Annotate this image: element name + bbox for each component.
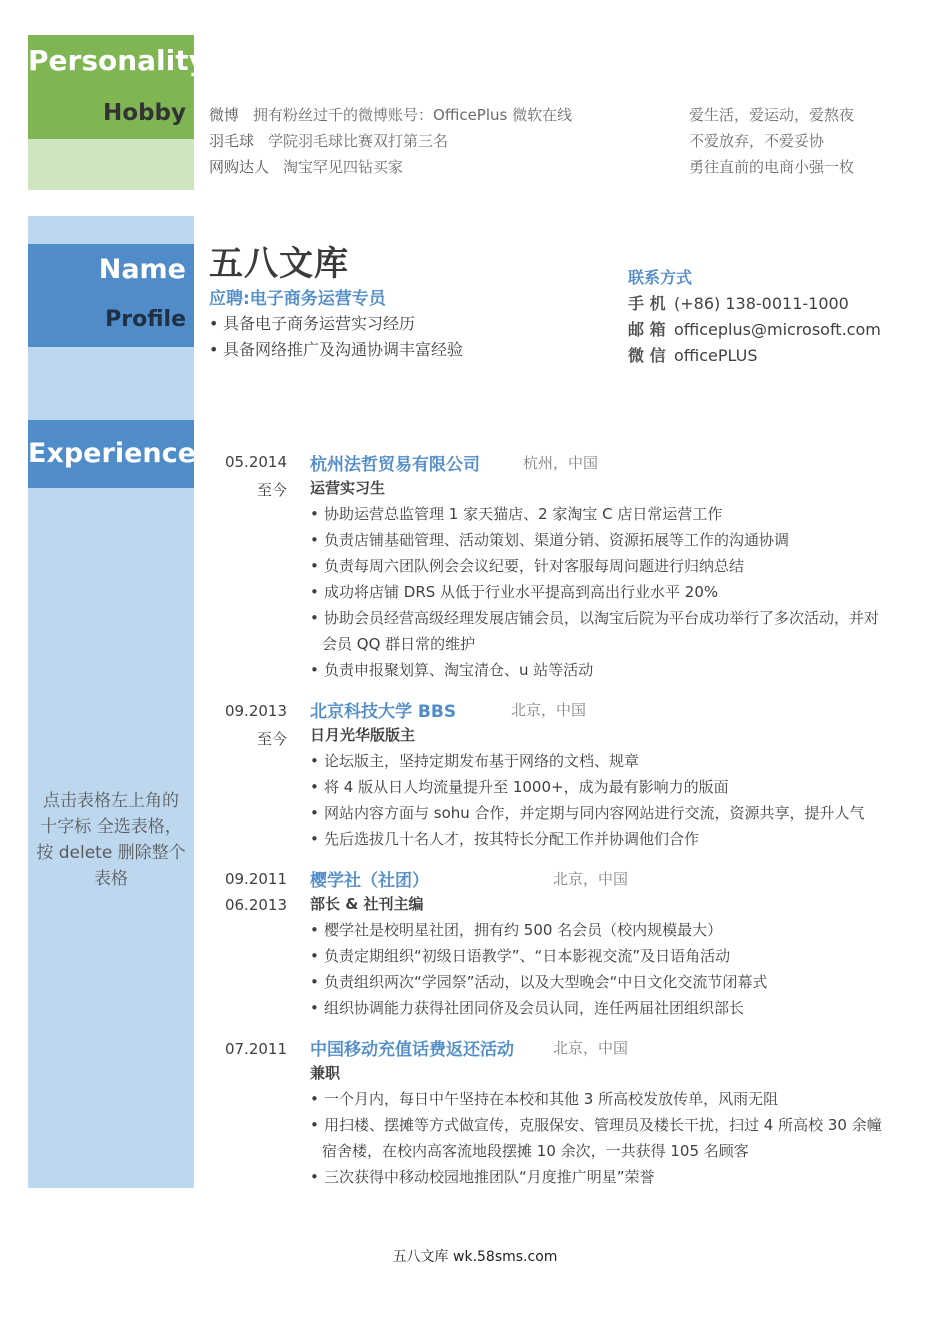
duty-item: • 负责每周六团队例会会议纪要，针对客服每周问题进行归纳总结 [310,557,745,575]
hobby-label: Hobby [103,100,186,126]
company-location: 北京，中国 [511,701,587,719]
duty-item: • 一个月内，每日中午坚持在本校和其他 3 所高校发放传单，风雨无阻 [310,1090,779,1108]
date-end: 06.2013 [224,896,287,914]
applied-position: 应聘:电子商务运营专员 [209,289,386,309]
duty-item: • 樱学社是校明星社团，拥有约 500 名会员（校内规模最大） [310,921,723,939]
trait-item: 不爱放弃，不爱妥协 [689,132,825,150]
name-label: Name [98,254,186,285]
profile-bullet: • 具备网络推广及沟通协调丰富经验 [209,340,464,359]
contact-heading: 联系方式 [628,268,693,287]
duty-item-continued: 会员 QQ 群日常的维护 [322,635,476,653]
date-start: 09.2011 [224,870,287,888]
duty-item: • 论坛版主，坚持定期发布基于网络的文档、规章 [310,752,640,770]
personality-title: Personality [28,44,207,77]
duty-item-continued: 宿舍楼，在校内高客流地段摆摊 10 余次，一共获得 105 名顾客 [322,1142,749,1160]
contact-wechat: 微 信 officePLUS [628,346,758,365]
date-start: 07.2011 [224,1040,287,1058]
duty-item: • 成功将店铺 DRS 从低于行业水平提高到高出行业水平 20% [310,583,719,601]
personality-panel-lower [28,139,194,190]
contact-email[interactable]: 邮 箱 officeplus@microsoft.com [628,320,881,339]
duty-item: • 负责定期组织“初级日语教学”、“日本影视交流”及日语角活动 [310,947,731,965]
duty-item: • 协助会员经营高级经理发展店铺会员，以淘宝后院为平台成功举行了多次活动，并对 [310,609,880,627]
job-role: 部长 & 社刊主编 [310,895,424,913]
company-location: 北京，中国 [553,870,629,888]
hobby-item: 羽毛球 学院羽毛球比赛双打第三名 [209,132,449,150]
job-role: 日月光华版版主 [310,726,416,744]
sidebar-column [28,216,194,1188]
job-role: 运营实习生 [310,479,386,497]
company-name: 北京科技大学 BBS [310,702,457,722]
trait-item: 爱生活，爱运动，爱熬夜 [689,106,855,124]
duty-item: • 负责申报聚划算、淘宝清仓、u 站等活动 [310,661,594,679]
duty-item: • 三次获得中移动校园地推团队“月度推广明星”荣誉 [310,1168,655,1186]
duty-item: • 负责店铺基础管理、活动策划、渠道分销、资源拓展等工作的沟通协调 [310,531,790,549]
date-end: 至今 [256,481,287,499]
hobby-item: 微博 拥有粉丝过千的微博账号：OfficePlus 微软在线 [209,106,573,124]
duty-item: • 用扫楼、摆摊等方式做宣传，克服保安、管理员及楼长干扰，扫过 4 所高校 30 余幢 [310,1116,882,1134]
profile-label: Profile [105,307,186,332]
candidate-name: 五八文库 [209,244,349,284]
hobby-item: 网购达人 淘宝罕见四钻买家 [209,158,404,176]
footer-watermark: 五八文库 wk.58sms.com [392,1249,558,1265]
date-start: 09.2013 [224,702,287,720]
trait-item: 勇往直前的电商小强一枚 [689,158,855,176]
duty-item: • 负责组织两次“学园祭”活动，以及大型晚会“中日文化交流节闭幕式 [310,973,768,991]
date-start: 05.2014 [224,453,287,471]
profile-bullet: • 具备电子商务运营实习经历 [209,314,416,333]
experience-label: Experience [28,438,196,469]
duty-item: • 协助运营总监管理 1 家天猫店、2 家淘宝 C 店日常运营工作 [310,505,723,523]
duty-item: • 组织协调能力获得社团同侪及会员认同，连任两届社团组织部长 [310,999,745,1017]
company-name: 杭州法哲贸易有限公司 [310,455,480,475]
company-location: 杭州，中国 [523,454,599,472]
date-end: 至今 [256,730,287,748]
table-hint: 点击表格左上角的 十字标 全选表格，按 delete 删除整个表格 [36,791,186,889]
job-role: 兼职 [310,1064,341,1082]
duty-item: • 网站内容方面与 sohu 合作，并定期与同内容网站进行交流，资源共享，提升人气 [310,804,865,822]
duty-item: • 将 4 版从日人均流量提升至 1000+，成为最有影响力的版面 [310,778,729,796]
duty-item: • 先后选拔几十名人才，按其特长分配工作并协调他们合作 [310,830,700,848]
company-name: 樱学社（社团） [310,871,429,891]
contact-phone: 手 机 (+86) 138-0011-1000 [628,294,849,313]
company-location: 北京，中国 [553,1039,629,1057]
company-name: 中国移动充值话费返还活动 [310,1040,514,1060]
